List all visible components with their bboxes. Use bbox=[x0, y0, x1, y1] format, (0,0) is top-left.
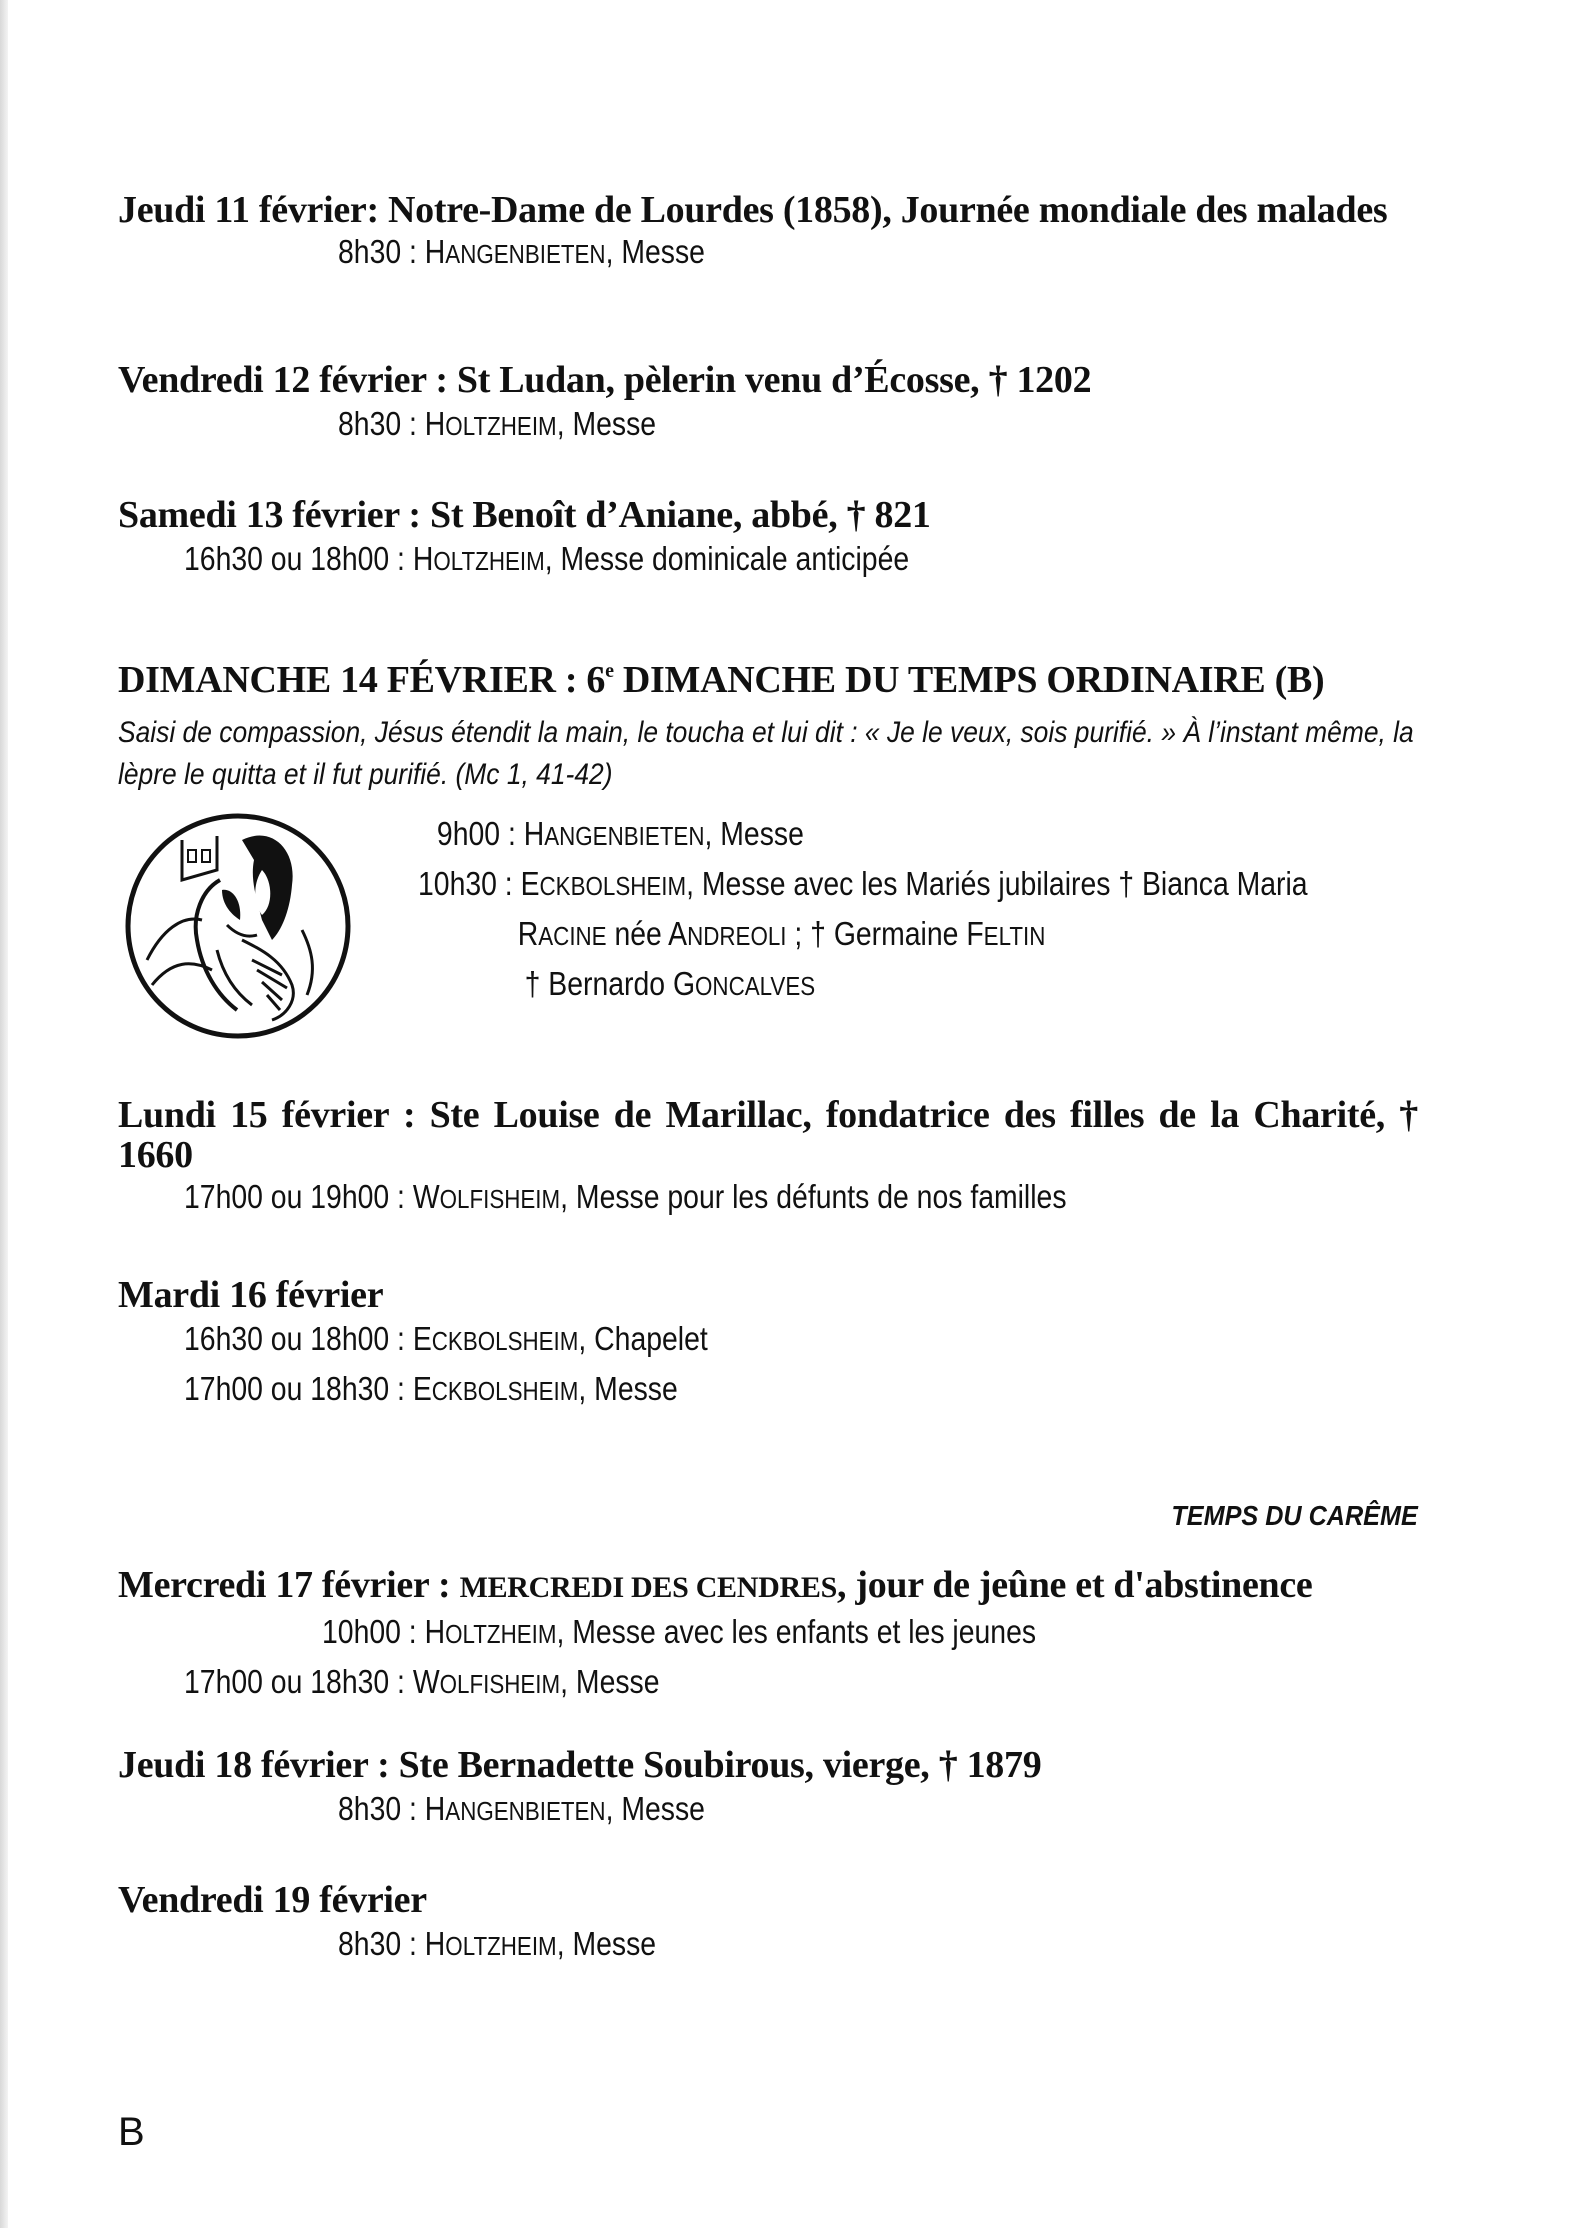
page-letter: B bbox=[118, 2110, 145, 2154]
intentions-continued: † Bernardo GONCALVES bbox=[524, 965, 816, 1002]
time: 8h30 : bbox=[338, 233, 425, 270]
entry-dimanche-14 bbox=[118, 659, 1418, 1002]
schedule-line: 8h30 : HANGENBIETEN, Messe bbox=[338, 233, 705, 270]
entry-samedi-13 bbox=[118, 495, 1418, 585]
schedule-line: 10h00 : HOLTZHEIM, Messe avec les enfants et les jeunes bbox=[322, 1613, 1037, 1650]
entry-lundi-15 bbox=[118, 1095, 1418, 1223]
schedule-line: 8h30 : HOLTZHEIM, Messe bbox=[338, 1925, 657, 1962]
place: H bbox=[424, 233, 446, 270]
healing-leper-illustration bbox=[122, 810, 354, 1042]
entry-title: Vendredi 12 février : St Ludan, pèlerin venu d’Écosse, † 1202 bbox=[118, 359, 1092, 401]
entry-title: Vendredi 19 février bbox=[118, 1879, 427, 1921]
sunday-schedule: 9h00 : HANGENBIETEN, Messe 10h30 : ECKBOLSHEIM, Messe avec les Mariés jubilaires † Bianca Maria RACINE née ANDREOLI ; † Germaine FELTIN † Bernardo GONCALVES bbox=[418, 810, 1452, 1010]
description: , Messe bbox=[605, 233, 705, 270]
schedule-line: 8h30 : HANGENBIETEN, Messe bbox=[338, 1790, 705, 1827]
gospel-quote: Saisi de compassion, Jésus étendit la main, le toucha et lui dit : « Je le veux, sois purifié. » À l’instant même, la lèpre le quitta et il fut purifié. (Mc 1, 41-42) bbox=[118, 716, 1414, 791]
entry-mardi-16 bbox=[118, 1275, 1418, 1415]
page-edge-shadow bbox=[0, 0, 8, 2228]
entry-mercredi-17 bbox=[118, 1565, 1418, 1708]
entry-title: Mardi 16 février bbox=[118, 1274, 384, 1316]
entry-title: Lundi 15 février : Ste Louise de Marillac, fondatrice des filles de la Charité, † 1660 bbox=[118, 1094, 1418, 1176]
entry-title: Jeudi 11 février: Notre-Dame de Lourdes (1858), Journée mondiale des malades bbox=[118, 189, 1388, 231]
entry-title: DIMANCHE 14 FÉVRIER : 6e DIMANCHE DU TEMPS ORDINAIRE (B) bbox=[118, 659, 1325, 701]
entry-title: Jeudi 18 février : Ste Bernadette Soubirous, vierge, † 1879 bbox=[118, 1744, 1042, 1786]
entry-jeudi-11 bbox=[118, 190, 1418, 278]
season-heading: TEMPS DU CARÊME bbox=[1171, 1500, 1418, 1531]
intentions-continued: RACINE née ANDREOLI ; † Germaine FELTIN bbox=[517, 915, 1046, 952]
entry-vendredi-12 bbox=[118, 360, 1418, 450]
schedule-line: 17h00 ou 19h00 : WOLFISHEIM, Messe pour les défunts de nos familles bbox=[184, 1178, 1067, 1215]
entry-vendredi-19 bbox=[118, 1880, 1418, 1970]
entry-title: Samedi 13 février : St Benoît d’Aniane, abbé, † 821 bbox=[118, 494, 931, 536]
schedule-lines: 16h30 ou 18h00 : ECKBOLSHEIM, Chapelet 17h00 ou 18h30 : ECKBOLSHEIM, Messe bbox=[184, 1320, 708, 1407]
schedule-line: 17h00 ou 18h30 : WOLFISHEIM, Messe bbox=[184, 1663, 660, 1700]
schedule-line: 16h30 ou 18h00 : HOLTZHEIM, Messe dominicale anticipée bbox=[184, 540, 910, 577]
entry-jeudi-18 bbox=[118, 1745, 1418, 1835]
schedule-line: 8h30 : HOLTZHEIM, Messe bbox=[338, 405, 657, 442]
entry-title: Mercredi 17 février : MERCREDI DES CENDRES, jour de jeûne et d'abstinence bbox=[118, 1564, 1313, 1606]
